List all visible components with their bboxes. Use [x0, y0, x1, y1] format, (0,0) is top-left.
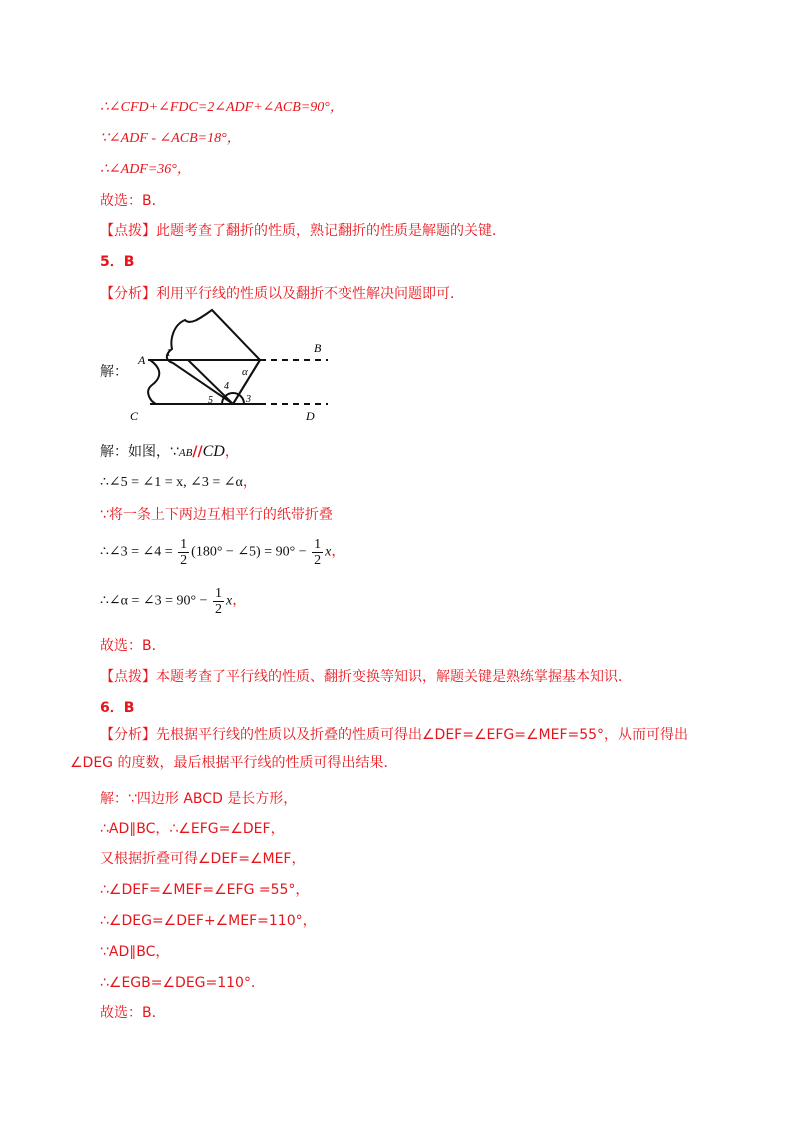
label-3: 3: [246, 394, 251, 405]
equation-line-1: ∴∠CFD+∠FDC=2∠ADF+∠ACB=90°，: [100, 100, 344, 115]
solution-step-4: [100, 537, 345, 568]
analysis-text: 【分析】利用平行线的性质以及翻折不变性解决问题即可．: [100, 286, 464, 302]
q6-step-3: 又根据折叠可得∠DEF=∠MEF，: [100, 851, 306, 867]
equation-line-2: ∵∠ADF - ∠ACB=18°，: [100, 131, 241, 146]
segment-ab: AB: [178, 447, 193, 459]
fraction-half-3: [213, 586, 224, 617]
label-5: 5: [208, 395, 213, 406]
step-4-mid: (180° − ∠5) = 90° −: [191, 544, 311, 560]
question-5-number: 5．B: [100, 254, 135, 270]
q6-step-4: ∴∠DEF=∠MEF=∠EFG =55°，: [100, 882, 310, 898]
equation-line-3: ∴∠ADF=36°，: [100, 162, 191, 177]
fraction-half-3-num: 1: [215, 586, 222, 601]
label-B: B: [314, 341, 322, 355]
solution-step-1-end: ，: [224, 444, 239, 460]
strip-left-edge: [148, 360, 159, 404]
label-D: D: [306, 409, 315, 423]
solution-step-1: [100, 443, 239, 462]
solution-step-2-text: ∴∠5 = ∠1 = x, ∠3 = ∠α: [100, 475, 243, 490]
fraction-half-1-den: 2: [180, 553, 188, 568]
q6-step-1: 解：∵四边形 ABCD 是长方形，: [100, 791, 298, 807]
label-C: C: [130, 409, 139, 423]
solution-step-3: [100, 506, 333, 524]
question-6-number: 6．B: [100, 700, 135, 716]
q5-answer-choice: 故选：B．: [100, 638, 166, 654]
solution-step-1-prefix: 解：如图，∵: [100, 444, 179, 460]
step-4-left: ∴∠3 = ∠4 =: [100, 544, 177, 560]
q5-tip-text: 【点拨】本题考查了平行线的性质、翻折变换等知识，解题关键是熟练掌握基本知识．: [100, 669, 632, 685]
step-5-end: ，: [232, 593, 247, 609]
answer-choice: 故选：B．: [100, 193, 166, 209]
step-4-x: x: [325, 544, 332, 560]
label-A: A: [138, 353, 146, 367]
solution-step-2: [100, 474, 257, 492]
q6-step-2: ∴AD∥BC，∴∠EFG=∠DEF，: [100, 821, 285, 837]
solution-step-3-text: ∵将一条上下两边互相平行的纸带折叠: [100, 507, 333, 523]
parallel-symbol: //: [192, 444, 203, 460]
q6-step-7: ∴∠EGB=∠DEG=110°．: [100, 975, 265, 991]
q6-step-5: ∴∠DEG=∠DEF+∠MEF=110°，: [100, 913, 317, 929]
fraction-half-3-den: 2: [215, 602, 222, 617]
label-alpha: α: [242, 366, 248, 378]
solution-step-5: [100, 586, 246, 617]
step-5-left: ∴∠α = ∠3 = 90° −: [100, 593, 211, 609]
segment-cd: CD: [202, 443, 225, 460]
solution-step-2-end: ，: [242, 475, 257, 490]
fraction-half-1: [178, 537, 189, 568]
tip-text: 【点拨】此题考查了翻折的性质，熟记翻折的性质是解题的关键．: [100, 223, 506, 239]
fraction-half-2: [312, 537, 323, 568]
q6-answer-choice: 故选：B．: [100, 1005, 166, 1021]
q6-analysis-text: 【分析】先根据平行线的性质以及折叠的性质可得出∠DEF=∠EFG=∠MEF=55°，从而可得出∠DEG 的度数，最后根据平行线的性质可得出结果．: [70, 727, 689, 771]
fraction-half-1-num: 1: [180, 537, 188, 552]
label-1: 1: [166, 348, 171, 359]
step-4-end: ，: [331, 544, 346, 560]
label-4: 4: [224, 381, 229, 392]
step-5-x: x: [226, 593, 233, 609]
fold-figure: [128, 305, 348, 425]
solution-label: 解：: [100, 364, 128, 380]
fraction-half-2-den: 2: [314, 553, 322, 568]
folded-part: [167, 310, 260, 404]
fraction-half-2-num: 1: [314, 537, 322, 552]
q6-step-6: ∵AD∥BC，: [100, 944, 170, 960]
